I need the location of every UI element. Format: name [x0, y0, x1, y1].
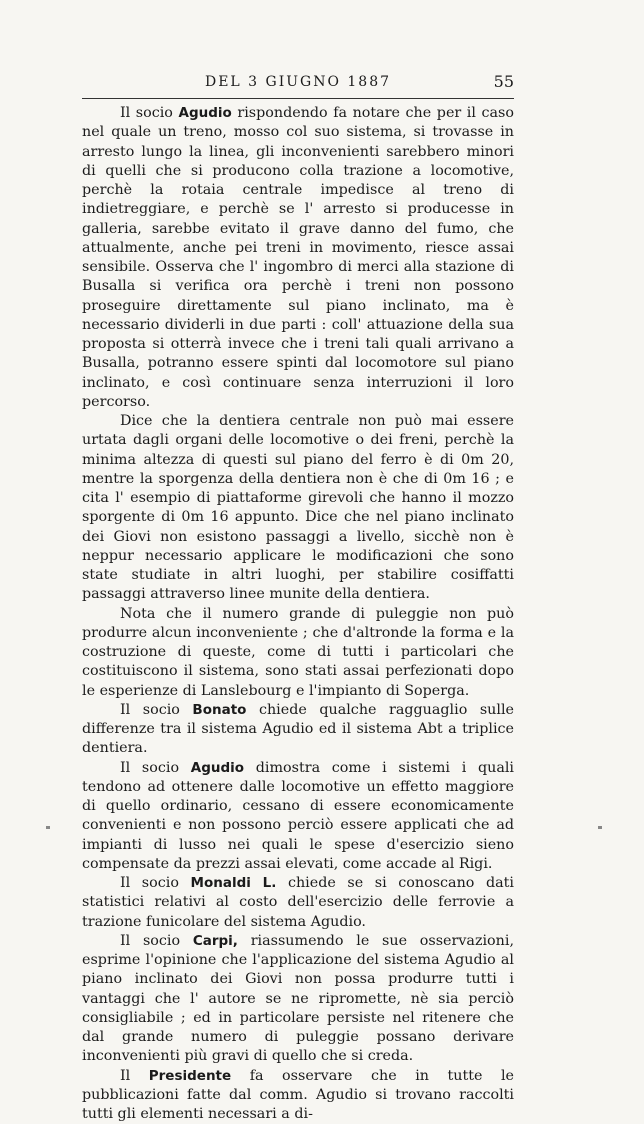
paragraph	[82, 874, 514, 932]
paragraph-lead: Il socio	[120, 105, 179, 121]
paragraph	[82, 1067, 514, 1124]
speaker-name: Monaldi L.	[191, 875, 277, 891]
paragraph-text: Nota che il numero grande di puleggie non può produrre alcun inconveniente ; che d'altronde la forma e la costruzione di queste, come di tutti i particolari che costituiscono il sistema, sono stati assai perfezionati dopo le esperienze di Lanslebourg e l'impianto di Soperga.	[82, 606, 514, 699]
paragraph-text: rispondendo fa notare che per il caso nel quale un treno, mosso col suo sistema, si trovasse in arresto lungo la linea, gli inconvenienti sarebbero minori di quelli che si producono colla trazione a locomotive, perchè la rotaia centrale impedisce al treno di indietreggiare, e perchè se l' arresto si producesse in galleria, sarebbe evitato il grave danno del fumo, che attualmente, anche pei treni in movimento, riesce assai sensibile. Osserva che l' ingombro di merci alla stazione di Busalla si verifica ora perchè i treni non possono proseguire direttamente sul piano inclinato, ma è necessario dividerli in due parti : coll' attuazione della sua proposta si otterrà invece che i treni tali quali arrivano a Busalla, potranno essere spinti dal locomotore sul piano inclinato, e così continuare senza interruzioni il loro percorso.	[82, 105, 514, 410]
speaker-name: Carpi,	[193, 933, 238, 949]
paragraph-text: Dice che la dentiera centrale non può mai essere urtata dagli organi delle locomotive o dei freni, perchè la minima altezza di questi sul piano del ferro è di 0m 20, mentre la sporgenza della dentiera non è che di 0m 16 ; e cita l' esempio di piattaforme girevoli che hanno il mozzo sporgente di 0m 16 appunto. Dice che nel piano inclinato dei Giovi non esistono passaggi a livello, sicchè non è neppur necessario applicare le modificazioni che sono state studiate in altri luoghi, per stabilire cosiffatti passaggi attraverso linee munite della dentiera.	[82, 413, 514, 602]
paragraph	[82, 104, 514, 412]
paragraph-lead: Il socio	[120, 760, 191, 776]
speaker-name: Agudio	[191, 760, 244, 776]
paragraph-text: dimostra come i sistemi i quali tendono ad ottenere dalle locomotive un effetto maggiore di quello ordinario, cessano di essere economicamente convenienti e non possono perciò essere applicati che ad impianti di lusso nei quali le spese d'esercizio sieno compensate da prezzi assai elevati, come accade al Rigi.	[82, 760, 514, 872]
scan-mark	[598, 826, 602, 829]
page-number: 55	[494, 72, 514, 91]
header-rule	[82, 98, 514, 99]
paragraph-text: riassumendo le sue osservazioni, esprime l'opinione che l'applicazione del sistema Agudio al piano inclinato dei Giovi non possa produrre tutti i vantaggi che l' autore se ne ripromette, nè sia perciò consigliabile ; ed in particolare persiste nel ritenere che dal grande numero di puleggie possano derivare inconvenienti più gravi di quello che si creda.	[82, 933, 514, 1065]
body-text	[82, 104, 514, 1124]
speaker-name: Bonato	[192, 702, 246, 718]
paragraph	[82, 932, 514, 1067]
paragraph-text: chiede qualche ragguaglio sulle differenze tra il sistema Agudio ed il sistema Abt a triplice dentiera.	[82, 702, 514, 757]
paragraph-lead: Il	[120, 1068, 149, 1084]
paragraph	[82, 605, 514, 701]
paragraph-lead: Il socio	[120, 702, 192, 718]
paragraph-text: fa osservare che in tutte le pubblicazioni fatte dal comm. Agudio si trovano raccolti tutti gli elementi necessari a di-	[82, 1068, 514, 1123]
paragraph	[82, 412, 514, 605]
running-header	[82, 72, 514, 96]
speaker-name: Agudio	[179, 105, 232, 121]
paragraph-lead: Il socio	[120, 933, 193, 949]
paragraph-lead: Il socio	[120, 875, 191, 891]
speaker-name: Presidente	[149, 1068, 231, 1084]
paragraph	[82, 701, 514, 759]
scan-mark	[46, 826, 50, 829]
header-title: DEL 3 GIUGNO 1887	[82, 74, 514, 90]
paragraph	[82, 759, 514, 875]
paragraph-text: chiede se si conoscano dati statistici relativi al costo dell'esercizio delle ferrovie a trazione funicolare del sistema Agudio.	[82, 875, 514, 930]
